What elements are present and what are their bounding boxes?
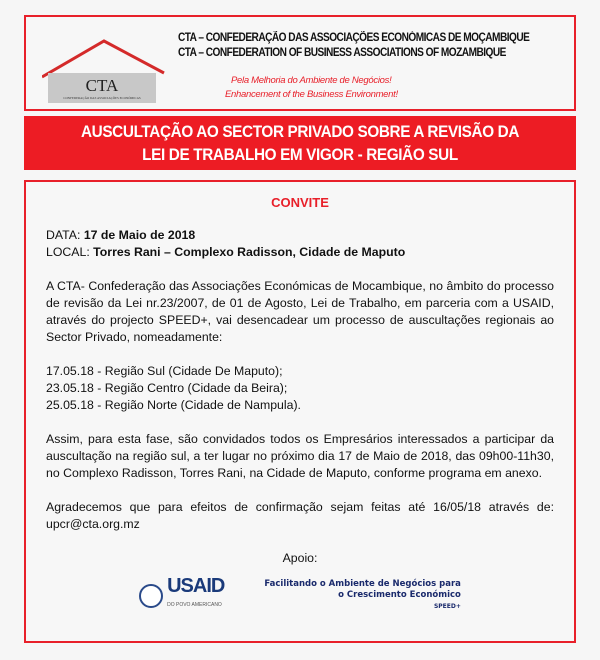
slogan-en: Enhancement of the Business Environment! <box>225 89 398 100</box>
banner-line-1: AUSCULTAÇÃO AO SECTOR PRIVADO SOBRE A REVISÃO DA <box>80 122 520 141</box>
speed-line-2: o Crescimento Económico <box>338 590 461 600</box>
usaid-seal-icon <box>139 584 163 608</box>
paragraph-confirm: Agradecemos que para efeitos de confirmação sejam feitas até 16/05/18 através de: upcr@cta.org.mz <box>46 500 554 531</box>
title-banner <box>24 116 576 170</box>
usaid-sub: DO POVO AMERICANO <box>167 602 222 608</box>
title-en: CTA – CONFEDERATION OF BUSINESS ASSOCIATIONS OF MOZAMBIQUE <box>178 47 506 59</box>
header <box>24 15 576 111</box>
speed-name: SPEED+ <box>433 603 461 610</box>
schedule-item: 17.05.18 - Região Sul (Cidade De Maputo); <box>46 364 283 378</box>
usaid-text: USAID <box>167 575 225 597</box>
speed-logo <box>264 579 461 612</box>
title-pt: CTA – CONFEDERAÇÃO DAS ASSOCIAÇÕES ECONÓMICAS DE MOÇAMBIQUE <box>178 32 530 44</box>
speed-line-1: Facilitando o Ambiente de Negócios para <box>264 579 461 589</box>
svg-text:CONFEDERAÇÃO DAS ASSOCIAÇÕES E: CONFEDERAÇÃO DAS ASSOCIAÇÕES ECONÓMICAS <box>63 96 141 100</box>
heading: CONVITE <box>271 195 329 210</box>
invitation-body <box>24 180 576 643</box>
schedule-item: 23.05.18 - Região Centro (Cidade da Beira); <box>46 381 288 395</box>
local: Torres Rani – Complexo Radisson, Cidade de Maputo <box>93 245 406 259</box>
slogan-pt: Pela Melhoria do Ambiente de Negócios! <box>231 75 392 86</box>
date: 17 de Maio de 2018 <box>83 228 196 242</box>
cta-logo <box>42 33 172 103</box>
paragraph-invite: Assim, para esta fase, são convidados todos os Empresários interessados a participar da auscultação na região sul, a ter lugar no próximo dia 17 de Maio de 2018, das 09h00-11h30, no Complexo Radisson, Torres Rani, na Cidade de Maputo, conforme programa em anexo. <box>46 432 554 480</box>
header-titles <box>178 31 570 61</box>
paragraph-intro: A CTA- Confederação das Associações Económicas de Mocambique, no âmbito do processo de revisão da Lei nr.23/2007, de 01 de Agosto, Lei de Trabalho, em parceria com a USAID, através do projecto SPEED+, vai desencadear um processo de auscultações regionais ao Sector Privado, nomeadamente: <box>46 279 554 344</box>
local-label: LOCAL: <box>46 245 94 259</box>
svg-text:CTA: CTA <box>85 76 119 95</box>
usaid-logo <box>139 577 224 614</box>
date-label: DATA: <box>46 228 84 242</box>
schedule-item: 25.05.18 - Região Norte (Cidade de Nampula). <box>46 398 301 412</box>
banner-line-2: LEI DE TRABALHO EM VIGOR - REGIÃO SUL <box>142 145 458 164</box>
apoio-label: Apoio: <box>282 551 318 565</box>
